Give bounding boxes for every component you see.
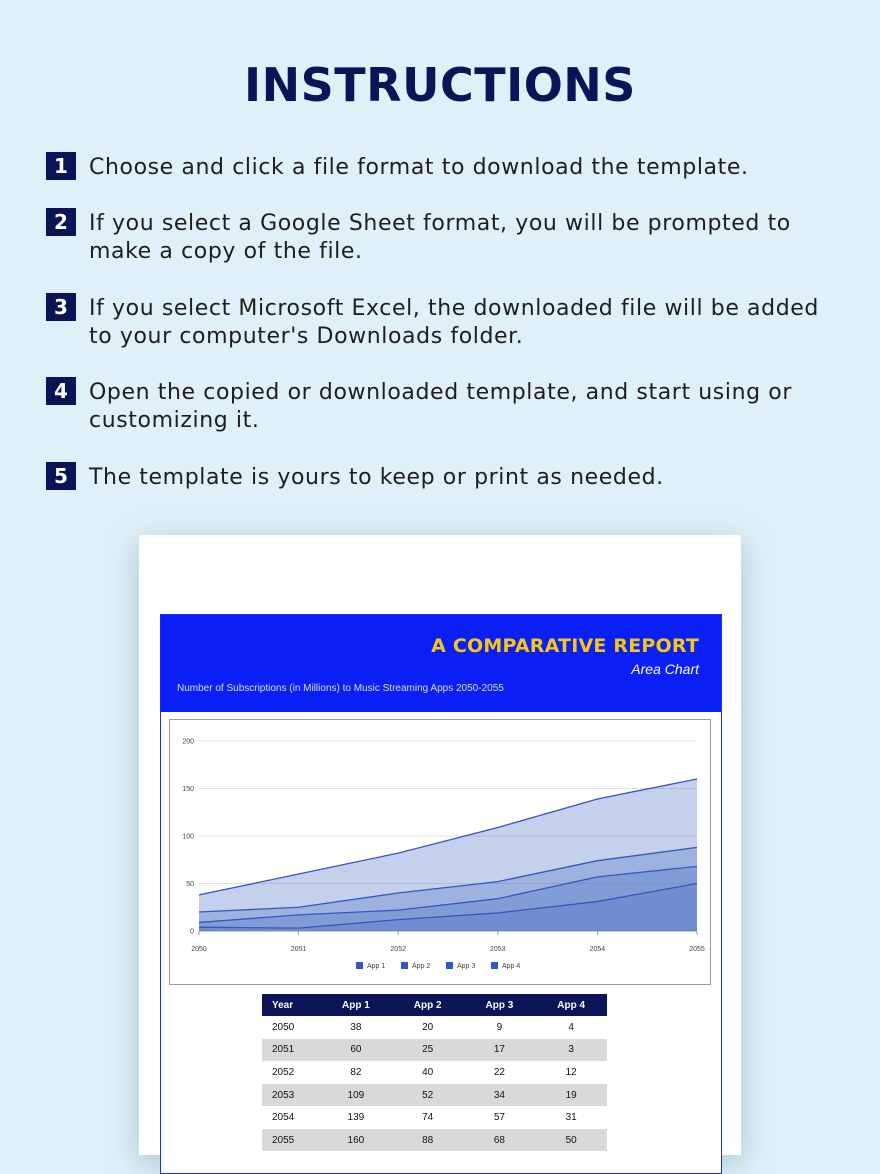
table-cell: 2054 — [262, 1106, 320, 1129]
report-title: A COMPARATIVE REPORT — [431, 635, 699, 657]
x-tick-label: 2053 — [490, 946, 506, 953]
table-cell: 88 — [392, 1129, 464, 1152]
table-row — [262, 1084, 607, 1107]
step-text: Choose and click a file format to download the template. — [89, 155, 749, 180]
table-cell: 2055 — [262, 1129, 320, 1152]
y-tick-label: 100 — [182, 833, 194, 841]
column-header: App 4 — [535, 994, 607, 1016]
report-header — [161, 615, 721, 712]
table-cell: 82 — [320, 1061, 392, 1084]
step-number: 3 — [46, 293, 76, 321]
step-text: Open the copied or downloaded template, and start using or customizing it. — [89, 380, 792, 433]
area-chart-svg — [170, 720, 712, 986]
table-cell: 2051 — [262, 1039, 320, 1062]
legend-swatch — [356, 962, 363, 969]
table-row — [262, 1016, 607, 1039]
x-tick-label: 2054 — [589, 946, 606, 953]
table-cell: 2052 — [262, 1061, 320, 1084]
step-text: If you select a Google Sheet format, you will be prompted to make a copy of the file. — [89, 211, 791, 264]
table-cell: 57 — [464, 1106, 536, 1129]
table-cell: 20 — [392, 1016, 464, 1039]
table-cell: 3 — [535, 1039, 607, 1062]
x-tick-label: 2052 — [390, 946, 406, 953]
table-cell: 74 — [392, 1106, 464, 1129]
report-subtitle: Area Chart — [631, 661, 699, 677]
table-cell: 2050 — [262, 1016, 320, 1039]
legend-swatch — [446, 962, 453, 969]
step-number: 2 — [46, 208, 76, 236]
table-cell: 38 — [320, 1016, 392, 1039]
table-cell: 52 — [392, 1084, 464, 1107]
table-cell: 4 — [535, 1016, 607, 1039]
legend-swatch — [491, 962, 498, 969]
legend-swatch — [401, 962, 408, 969]
table-cell: 25 — [392, 1039, 464, 1062]
table-cell: 2053 — [262, 1084, 320, 1107]
column-header: App 1 — [320, 994, 392, 1016]
table-cell: 160 — [320, 1129, 392, 1152]
table-cell: 12 — [535, 1061, 607, 1084]
data-table — [262, 994, 607, 1152]
table-cell: 40 — [392, 1061, 464, 1084]
column-header: App 3 — [464, 994, 536, 1016]
table-cell: 68 — [464, 1129, 536, 1152]
page-title: INSTRUCTIONS — [244, 58, 636, 112]
y-tick-label: 200 — [182, 738, 194, 746]
x-tick-label: 2051 — [290, 946, 307, 953]
table-cell: 50 — [535, 1129, 607, 1152]
table-row — [262, 1039, 607, 1062]
column-header: Year — [262, 994, 320, 1016]
legend-label: App 4 — [502, 963, 521, 970]
template-preview — [139, 535, 741, 1155]
x-tick-label: 2050 — [191, 946, 207, 953]
column-header: App 2 — [392, 994, 464, 1016]
table-cell: 22 — [464, 1061, 536, 1084]
table-row — [262, 1061, 607, 1084]
step-number: 5 — [46, 462, 76, 490]
table-cell: 9 — [464, 1016, 536, 1039]
step-text: The template is yours to keep or print as needed. — [89, 465, 664, 490]
table-row — [262, 1129, 607, 1152]
table-cell: 31 — [535, 1106, 607, 1129]
table-header-row — [262, 994, 607, 1016]
step-number: 1 — [46, 152, 76, 180]
y-tick-label: 50 — [186, 881, 194, 888]
table-cell: 139 — [320, 1106, 392, 1129]
step-text: If you select Microsoft Excel, the downloaded file will be added to your computer's Downloads folder. — [89, 296, 819, 349]
x-tick-label: 2055 — [689, 946, 705, 953]
legend-label: App 3 — [457, 963, 476, 970]
table-row — [262, 1106, 607, 1129]
table-cell: 109 — [320, 1084, 392, 1107]
report-card — [160, 614, 722, 1174]
step-number: 4 — [46, 377, 76, 405]
table-cell: 60 — [320, 1039, 392, 1062]
table-cell: 19 — [535, 1084, 607, 1107]
table-cell: 34 — [464, 1084, 536, 1107]
table-cell: 17 — [464, 1039, 536, 1062]
legend-label: App 2 — [412, 963, 431, 970]
y-tick-label: 150 — [182, 786, 194, 793]
report-description: Number of Subscriptions (in Millions) to Music Streaming Apps 2050-2055 — [177, 683, 504, 694]
y-tick-label: 0 — [190, 928, 194, 936]
area-chart — [169, 719, 711, 985]
legend-label: App 1 — [367, 963, 386, 970]
